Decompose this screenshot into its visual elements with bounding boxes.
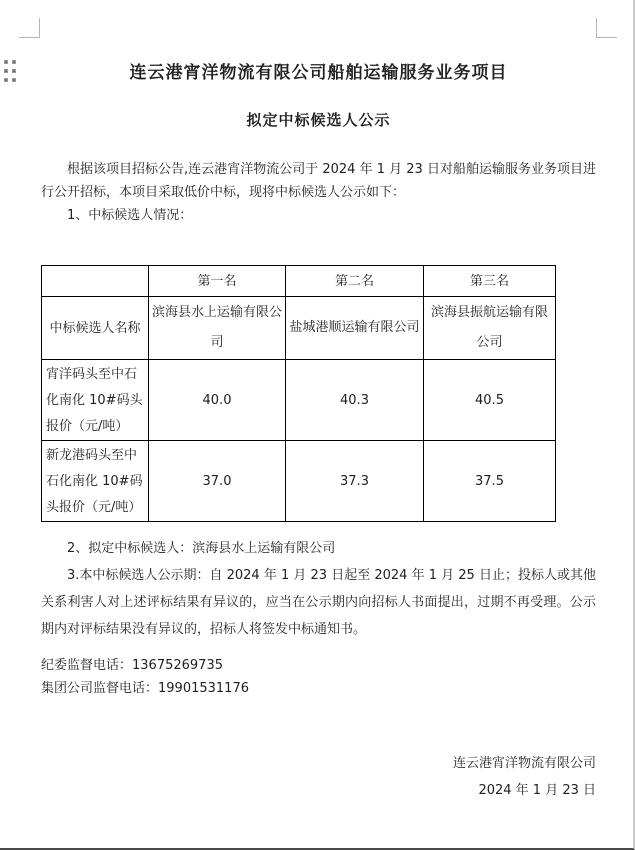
row-label: 中标候选人名称 [42,297,149,360]
doc-title: 连云港宵洋物流有限公司船舶运输服务业务项目 [129,63,508,83]
signature-date: 2024 年 1 月 23 日 [478,783,596,798]
price-cell: 40.5 [424,360,556,441]
header-cell-empty [42,266,149,297]
page-margin-mark-top-right-icon [596,18,617,38]
intro-paragraph: 根据该项目招标公告,连云港宵洋物流公司于 2024 年 1 月 23 日对船舶运输服务业务项目进行公开招标，本项目采取低价中标，现将中标候选人公示如下： [41,162,596,200]
table-row-candidate-names [42,297,556,360]
row-label: 新龙港码头至中石化南化 10#码头报价（元/吨） [42,441,149,522]
candidate-3-name: 滨海县振航运输有限公司 [424,297,556,360]
group-phone-line: 集团公司监督电话：19901531176 [41,681,249,696]
price-cell: 37.0 [149,441,286,522]
section3-text: 3.本中标候选人公示期：自 2024 年 1 月 23 日起至 2024 年 1 月 25 日止；投标人或其他关系利害人对上述评标结果有异议的，应当在公示期内向招标人书面提出，过期不再受理。公示期内对评标结果没有异议的，招标人将签发中标通知书。 [41,568,596,637]
candidate-1-name: 滨海县水上运输有限公司 [149,297,286,360]
candidate-2-name: 盐城港顺运输有限公司 [286,297,424,360]
supervision-phones [41,654,596,700]
header-cell-third: 第三名 [424,266,556,297]
price-cell: 40.0 [149,360,286,441]
header-cell-first: 第一名 [149,266,286,297]
section2-text: 2、拟定中标候选人：滨海县水上运输有限公司 [67,541,336,556]
doc-subtitle: 拟定中标候选人公示 [246,111,391,129]
discipline-phone-line: 纪委监督电话：13675269735 [41,658,223,673]
table-row-price-xiaoyang [42,360,556,441]
row-label: 宵洋码头至中石化南化 10#码头报价（元/吨） [42,360,149,441]
drag-handle-icon[interactable] [4,60,16,82]
price-cell: 37.3 [286,441,424,522]
table-header-row [42,266,556,297]
document-content [41,0,596,804]
header-cell-second: 第二名 [286,266,424,297]
signature-company: 连云港宵洋物流有限公司 [452,756,596,771]
table-row-price-xinlonggang [42,441,556,522]
price-cell: 37.5 [424,441,556,522]
bid-candidates-table [41,265,556,522]
signature-block [41,750,596,804]
page-margin-mark-top-left-icon [19,18,40,38]
price-cell: 40.3 [286,360,424,441]
section1-heading: 1、中标候选人情况： [67,208,193,223]
